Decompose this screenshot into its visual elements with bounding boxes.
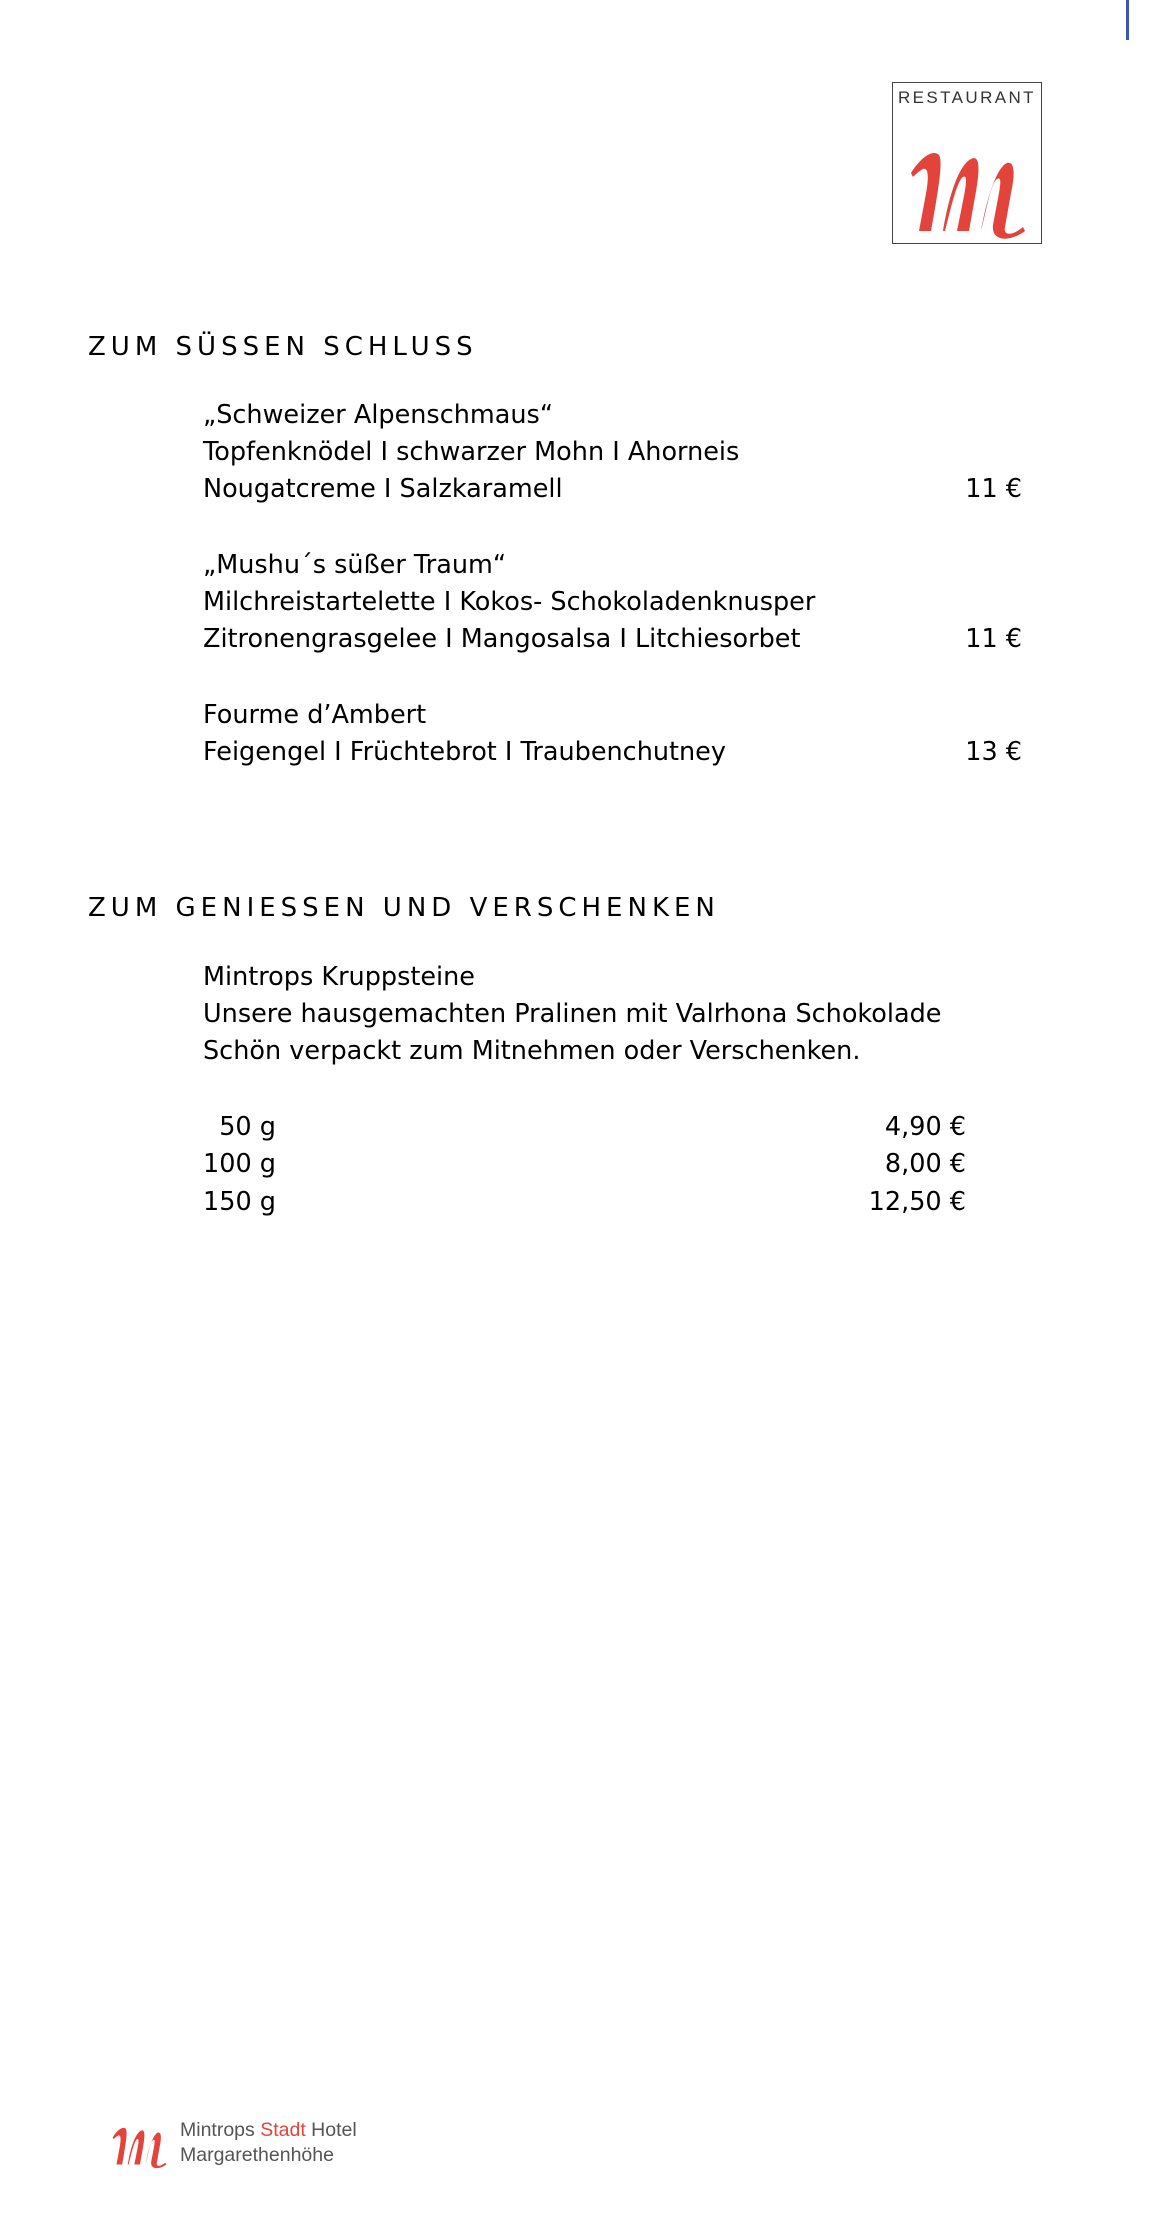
weight-50-price: 4,90 €	[884, 1112, 966, 1142]
dessert-1-line-3: Nougatcreme I Salzkaramell	[203, 474, 563, 504]
weight-50: 50 g	[203, 1112, 276, 1142]
dessert-1-price: 11 €	[965, 474, 1022, 504]
dessert-1-name: „Schweizer Alpenschmaus“	[203, 400, 554, 430]
hotel-name-line-2: Margarethenhöhe	[180, 2144, 334, 2166]
dessert-2-line-2: Milchreistartelette I Kokos- Schokoladenknusper	[203, 587, 816, 617]
dessert-3-price: 13 €	[965, 737, 1022, 767]
pralines-description-2: Schön verpackt zum Mitnehmen oder Verschenken.	[203, 1036, 861, 1066]
dessert-2-price: 11 €	[965, 624, 1022, 654]
weight-100-price: 8,00 €	[884, 1149, 966, 1179]
hotel-name-part-2: Stadt	[260, 2119, 306, 2141]
dessert-3-name: Fourme d’Ambert	[203, 700, 427, 730]
weight-100: 100 g	[203, 1149, 276, 1179]
dessert-2-name: „Mushu´s süßer Traum“	[203, 550, 507, 580]
page-edge-marker	[1126, 0, 1129, 40]
hotel-name-part-1: Mintrops	[180, 2119, 261, 2141]
logo-word: RESTAURANT	[898, 88, 1036, 107]
restaurant-logo	[892, 82, 1042, 244]
pralines-name: Mintrops Kruppsteine	[203, 962, 475, 992]
weight-150-price: 12,50 €	[868, 1187, 966, 1217]
dessert-1-line-2: Topfenknödel I schwarzer Mohn I Ahorneis	[203, 437, 740, 467]
section-title-dessert: ZUM SÜSSEN SCHLUSS	[88, 332, 478, 362]
hotel-name-line-1	[180, 2119, 357, 2142]
hotel-name-part-3: Hotel	[305, 2119, 357, 2141]
dessert-2-line-3: Zitronengrasgelee I Mangosalsa I Litchiesorbet	[203, 624, 801, 654]
dessert-3-line-2: Feigengel I Früchtebrot I Traubenchutney	[203, 737, 726, 767]
script-m-logo-icon	[901, 127, 1033, 239]
pralines-description-1: Unsere hausgemachten Pralinen mit Valrhona Schokolade	[203, 999, 942, 1029]
section-title-pralines: ZUM GENIESSEN UND VERSCHENKEN	[88, 893, 720, 923]
hotel-footer-logo	[88, 2104, 378, 2182]
script-m-logo-icon	[108, 2114, 170, 2170]
weight-150: 150 g	[203, 1187, 276, 1217]
